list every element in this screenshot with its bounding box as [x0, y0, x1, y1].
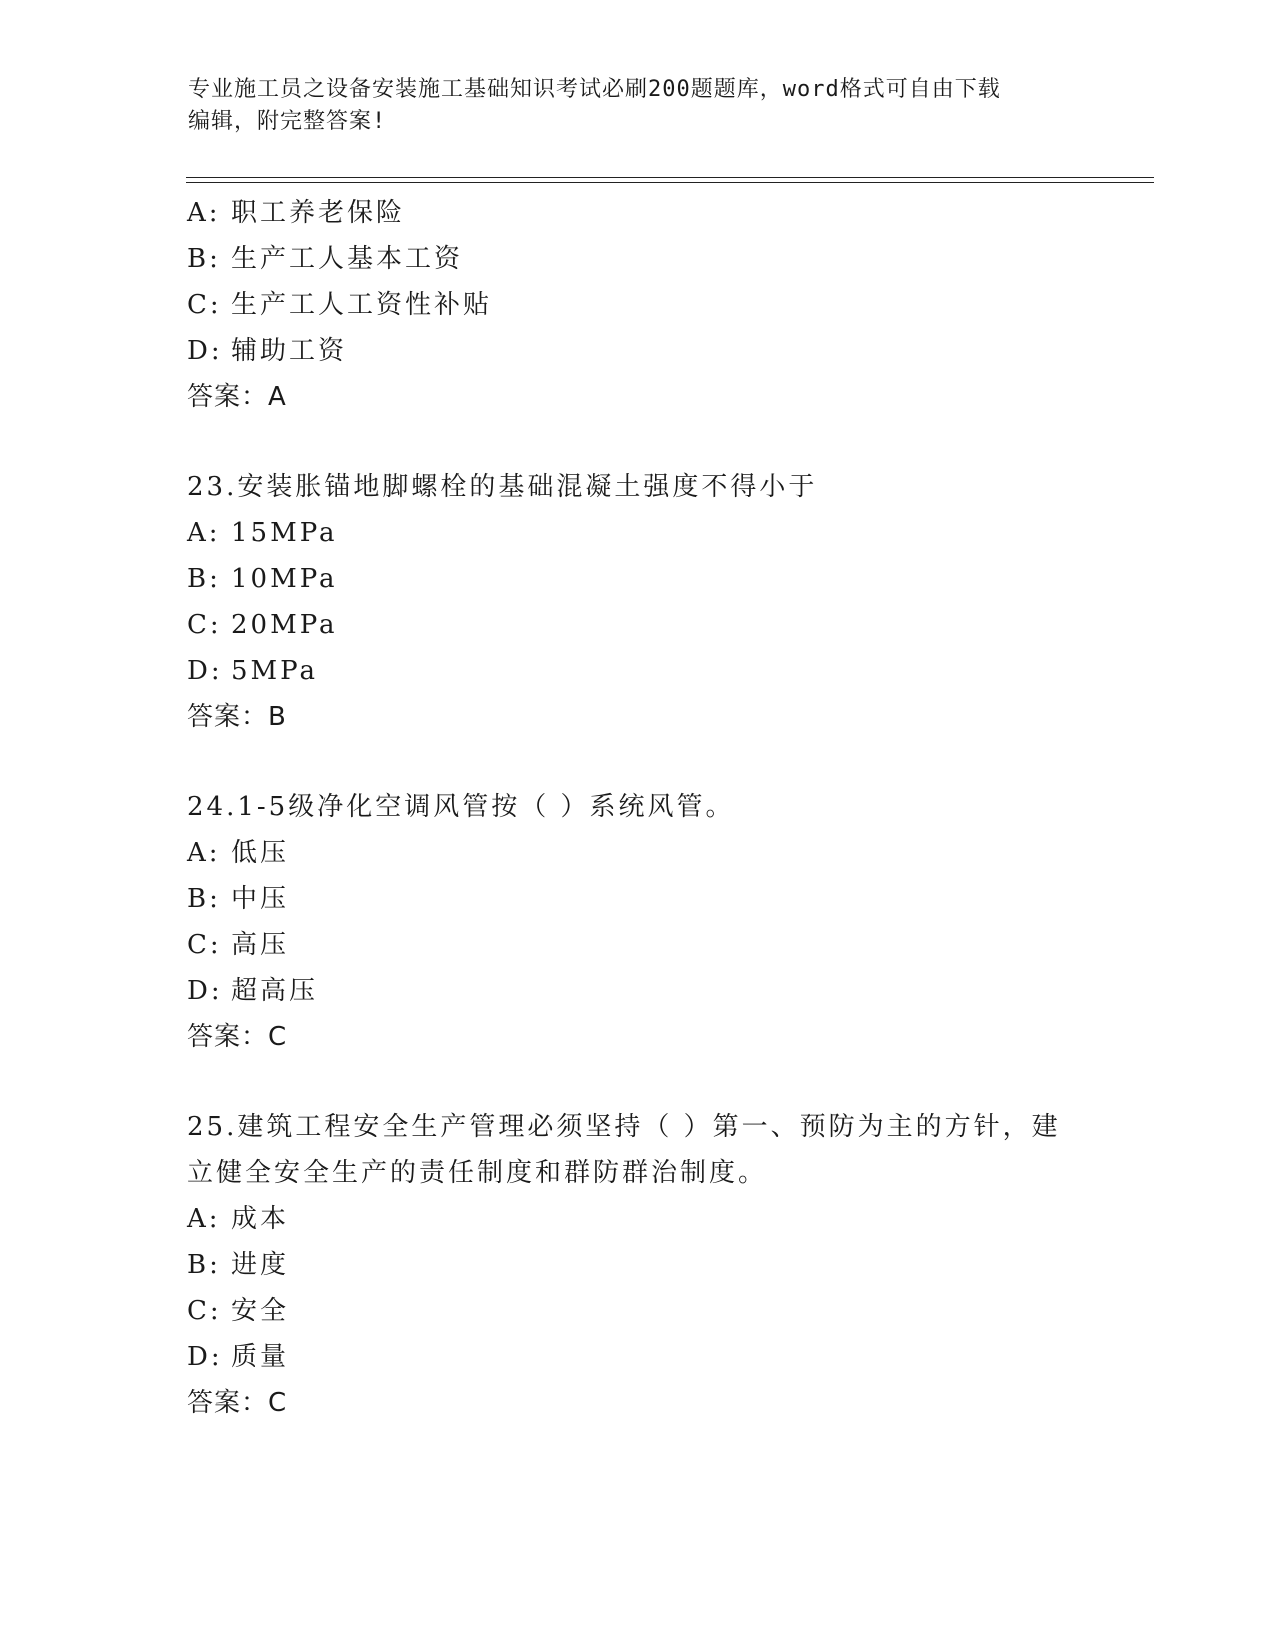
option-text: 10MPa	[231, 564, 338, 594]
option-label: B:	[187, 884, 221, 914]
option-label: C:	[187, 610, 222, 640]
option-text: 中压	[231, 884, 290, 914]
option-label: D:	[187, 1342, 223, 1372]
option-d	[187, 968, 1087, 1014]
option-b	[187, 236, 1087, 282]
option-text: 质量	[231, 1342, 290, 1372]
question-23-block	[187, 464, 1087, 740]
option-c	[187, 922, 1087, 968]
option-label: A:	[187, 1204, 221, 1234]
option-c	[187, 1288, 1087, 1334]
option-text: 超高压	[231, 976, 319, 1006]
option-label: D:	[187, 336, 223, 366]
option-label: B:	[187, 1250, 221, 1280]
option-c	[187, 602, 1087, 648]
header-divider-bottom	[186, 182, 1154, 183]
question-stem-continued: 立健全安全生产的责任制度和群防群治制度。	[187, 1158, 768, 1188]
option-text: 成本	[231, 1204, 290, 1234]
option-text: 5MPa	[231, 656, 318, 686]
option-text: 15MPa	[231, 518, 338, 548]
option-label: C:	[187, 290, 222, 320]
answer-line: 答案：C	[187, 1022, 288, 1052]
option-label: D:	[187, 656, 223, 686]
option-text: 20MPa	[231, 610, 338, 640]
option-d	[187, 648, 1087, 694]
option-text: 生产工人基本工资	[231, 244, 464, 274]
question-stem: 25.建筑工程安全生产管理必须坚持（ ）第一、预防为主的方针，建	[187, 1112, 1061, 1142]
option-c	[187, 282, 1087, 328]
answer-line: 答案：B	[187, 702, 287, 732]
question-25-block	[187, 1104, 1087, 1426]
option-text: 进度	[231, 1250, 290, 1280]
header-divider-top	[186, 177, 1154, 178]
option-text: 辅助工资	[231, 336, 348, 366]
option-d	[187, 328, 1087, 374]
document-header	[188, 74, 1078, 138]
option-text: 低压	[231, 838, 290, 868]
option-a	[187, 1196, 1087, 1242]
answer-line: 答案：C	[187, 1388, 288, 1418]
option-text: 生产工人工资性补贴	[231, 290, 493, 320]
option-b	[187, 556, 1087, 602]
option-b	[187, 876, 1087, 922]
option-label: B:	[187, 244, 221, 274]
option-b	[187, 1242, 1087, 1288]
header-line-1: 专业施工员之设备安装施工基础知识考试必刷200题题库，word格式可自由下载	[188, 77, 1001, 102]
question-stem: 23.安装胀锚地脚螺栓的基础混凝土强度不得小于	[187, 472, 818, 502]
option-label: D:	[187, 976, 223, 1006]
option-text: 安全	[231, 1296, 290, 1326]
question-22-block	[187, 190, 1087, 420]
header-line-2: 编辑，附完整答案!	[188, 109, 387, 134]
option-d	[187, 1334, 1087, 1380]
option-text: 高压	[231, 930, 290, 960]
option-a	[187, 190, 1087, 236]
question-list	[187, 190, 1087, 1426]
option-label: C:	[187, 1296, 222, 1326]
option-label: C:	[187, 930, 222, 960]
question-24-block	[187, 784, 1087, 1060]
option-label: B:	[187, 564, 221, 594]
option-label: A:	[187, 838, 221, 868]
option-label: A:	[187, 198, 221, 228]
question-stem: 24.1-5级净化空调风管按（ ）系统风管。	[187, 792, 735, 822]
option-text: 职工养老保险	[231, 198, 406, 228]
option-a	[187, 510, 1087, 556]
option-a	[187, 830, 1087, 876]
option-label: A:	[187, 518, 221, 548]
answer-line: 答案：A	[187, 382, 287, 412]
